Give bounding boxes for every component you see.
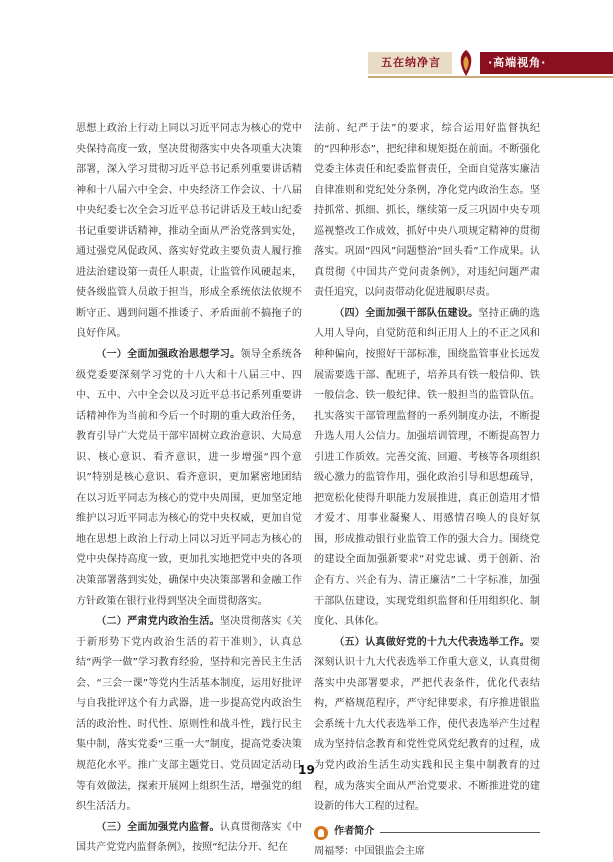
section-body: 领导全系统各级党委要深刻学习党的十八大和十八届三中、四中、五中、六中全会以及习近平总书记系列重要讲话精神作为当前和今后一个时期的重大政治任务，教育引导广大党员干部牢固树立政治意识、大局意识、核心意识、看齐意识，进一步增强“四个意识”特别是核心意识、看齐意识，更加紧密地团结在以习近平同志为核心的党中央周围，更加坚定地维护以习近平同志为核心的党中央权威，更加自觉地在思想上政治上行动上同以习近平同志为核心的党中央保持高度一致，更加扎实地把党中央的各项决策部署落到实处，确保中央决策部署和金融工作方针政策在银行业得到坚决全面贯彻落实。 [76, 349, 303, 607]
paragraph: 思想上政治上行动上同以习近平同志为核心的党中央保持高度一致，坚决贯彻落实中央各项重大决策部署，深入学习贯彻习近平总书记系列重要讲话精神和十八届六中全会、中央经济工作会议、十八届中央纪委七次全会习近平总书记讲话及王岐山纪委书记重要讲话精神，推动全面从严治党落到实处，通过强党风促政风、落实好党政主要负责人履行推进法治建设第一责任人职责，让监管作风硬起来，使各级监管人员敢于担当，形成全系统依法依规不断守正、遇到问题不推诿子、矛盾面前不搞拖子的良好作风。 [76, 123, 302, 340]
section-body: 坚持正确的选人用人导向，自觉防范和纠正用人上的不正之风和种种偏向，按照好干部标准，围绕监管事业长远发展需要选干部、配班子，培养具有铁一般信仰、铁一般信念、铁一般纪律、铁一般担当的监管队伍。扎实落实干部管理监督的一系列制度办法，不断提升选人用人公信力。加强培训管理，不断提高智力引进工作质效。完善交流、回避、考核等各项组织级心激力的监管作用，强化政治引导和思想疏导，把宽松化使得升职能力发展推进，真正创造用才惜才爱才、用事业凝聚人、用感情召唤人的良好氛围，形成推动银行业监管工作的强大合力。围绕党的建设全面加强新要求“对党忠诚、勇于创新、治企有方、兴企有为、清正廉洁”二十字标准，加强干部队伍建设，实现党组织监督和任用组织化、制度化、具体化。 [314, 307, 541, 628]
section-heading: （二）严肃党内政治生活。 [96, 616, 220, 628]
section-body: 认真贯彻落实《中国共产党党内监督条例》，按照“纪法分开、纪在 [76, 821, 303, 854]
section-heading: （四）全面加强干部队伍建设。 [334, 307, 479, 319]
paragraph [76, 345, 302, 612]
left-column [76, 119, 302, 859]
paragraph [314, 304, 540, 633]
section-heading: （五）认真做好党的十九大代表选举工作。 [334, 636, 530, 648]
author-heading: 作者简介 [334, 826, 375, 838]
author-section-header [314, 824, 540, 842]
header-divider [368, 76, 613, 78]
header-column-title: 五在纳净言 [368, 52, 454, 74]
paragraph: 法前、纪严于法”的要求，综合运用好监督执纪的“四种形态”，把纪律和规矩挺在前面。不断强化党委主体责任和纪委监督责任，全面自觉落实廉洁自律准则和党纪处分条例，净化党内政治生态。坚持抓常、抓细、抓长，继续第一反三巩固中央专项巡视整改工作成效，抓好中央八项规定精神的贯彻落实。巩固“四风”问题整治“回头看”工作成果。认真贯彻《中国共产党问责条例》，对违纪问题严肃责任追究，以问责带动化促进履职尽责。 [314, 123, 540, 299]
author-divider [380, 832, 540, 833]
header-section-label: ·高端视角· [488, 56, 547, 69]
section-heading: （一）全面加强政治思想学习。 [96, 349, 241, 361]
section-heading: （三）全面加强党内监督。 [96, 821, 220, 833]
paragraph [76, 818, 302, 859]
section-body: 要深刻认识十九大代表选举工作重大意义，认真贯彻落实中央部署要求，严把代表条件，优化代表结构，严格规范程序，严守纪律要求，有序推进银监会系统十九大代表选举工作，使代表选举产生过程成为坚持信念教育和党性党风党纪教育的过程，成为党内政治生活生动实践和民主集中制教育的过程，成为落实全面从严治党要求、不断推进党的建设新的伟大工程的过程。 [314, 636, 540, 813]
author-bio: 周福琴：中国银监会主席 [314, 845, 426, 857]
paragraph [314, 633, 540, 818]
paragraph [76, 612, 302, 817]
right-column [314, 119, 540, 862]
page-number: 19 [298, 763, 315, 777]
author-icon [314, 826, 328, 840]
section-body: 坚决贯彻落实《关于新形势下党内政治生活的若干准则》，认真总结“两学一做”学习教育经验，坚持和完善民主生活会、“三会一课”等党内生活基本制度，运用好批评与自我批评这个有力武器，进一步提高党内政治生活的政治性、时代性、原则性和战斗性，践行民主集中制，落实党委“三重一大”制度，提高党委决策规范化水平。推广支部主题党日、党员固定活动日等有效做法，探索开展网上组织生活，增强党的组织生活活力。 [76, 616, 303, 813]
